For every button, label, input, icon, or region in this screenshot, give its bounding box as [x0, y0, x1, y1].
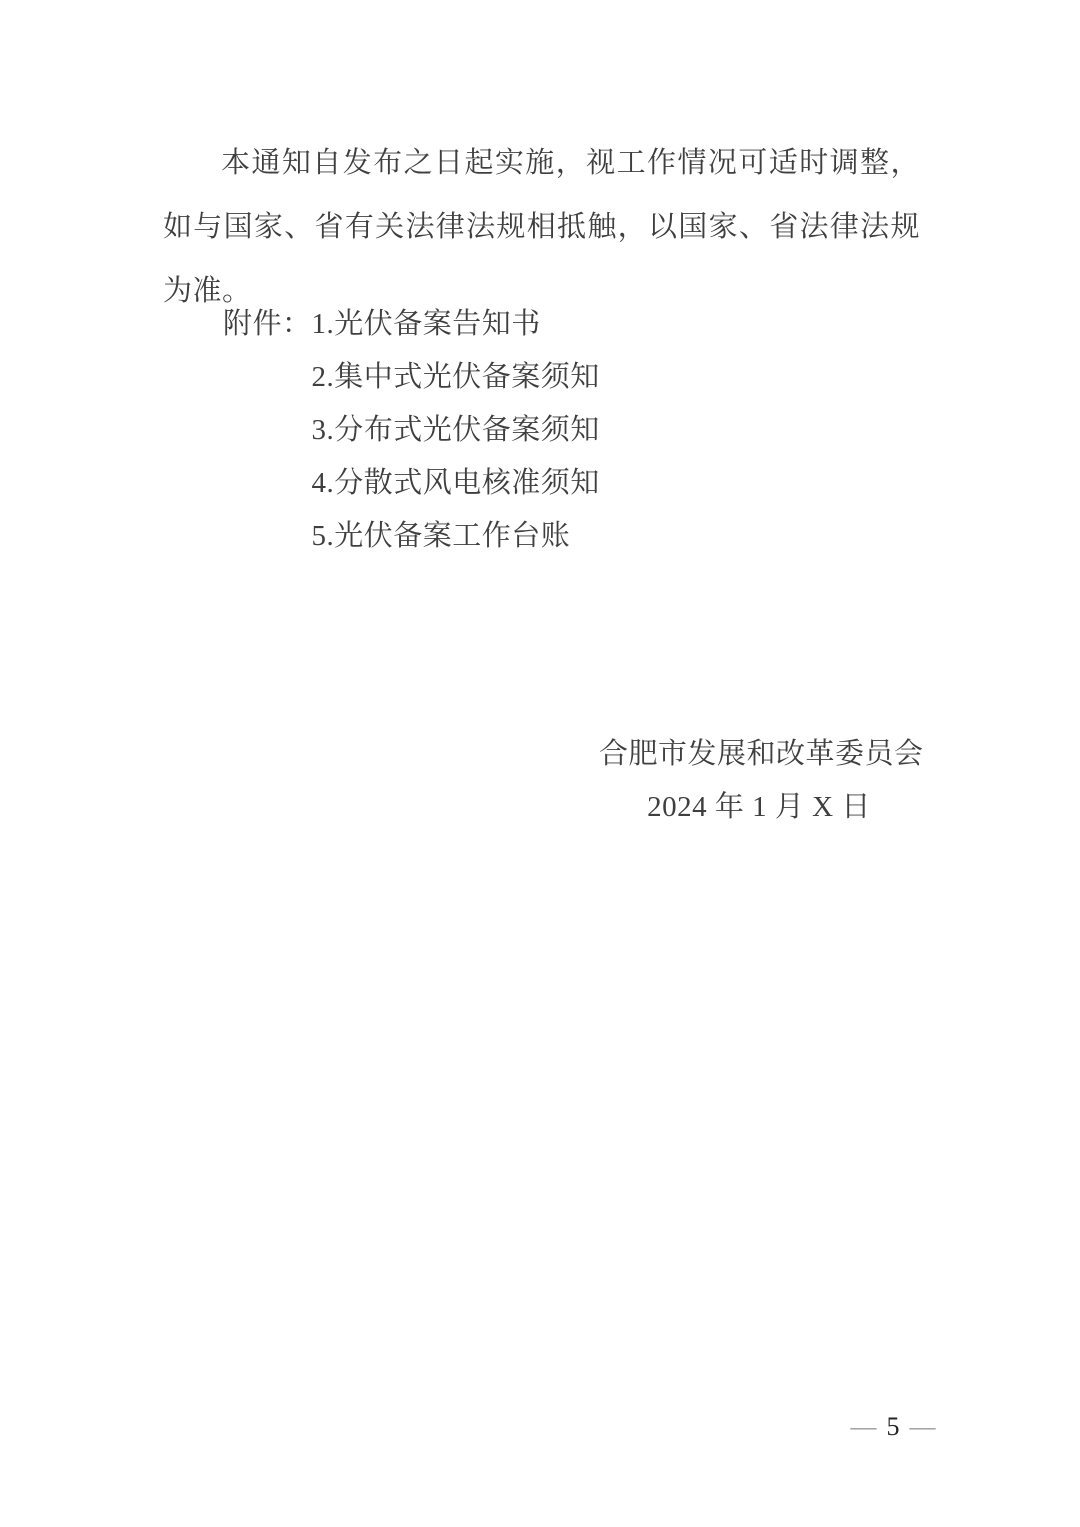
- page-number-dash-left: —: [850, 1412, 877, 1441]
- attachments-section: [223, 298, 600, 563]
- attachment-item: 1.光伏备案告知书: [311, 308, 541, 340]
- attachments-list: [312, 298, 600, 563]
- page-footer: [823, 1412, 963, 1442]
- attachment-item: 4.分散式风电核准须知: [311, 467, 600, 499]
- signature-organization: 合肥市发展和改革委员会: [599, 738, 924, 770]
- page-number-dash-right: —: [909, 1412, 936, 1441]
- attachment-item: 3.分布式光伏备案须知: [311, 414, 600, 446]
- attachment-item: 5.光伏备案工作台账: [311, 520, 571, 552]
- attachments-label: 附件：: [223, 308, 312, 340]
- signature-date: 2024 年 1 月 X 日: [647, 791, 871, 823]
- page-number: 5: [886, 1412, 900, 1441]
- body-paragraph: 本通知自发布之日起实施，视工作情况可适时调整，如与国家、省有关法律法规相抵触，以国家、省法律法规为准。: [163, 147, 920, 307]
- signature-block: [599, 728, 924, 834]
- attachment-item: 2.集中式光伏备案须知: [311, 361, 600, 393]
